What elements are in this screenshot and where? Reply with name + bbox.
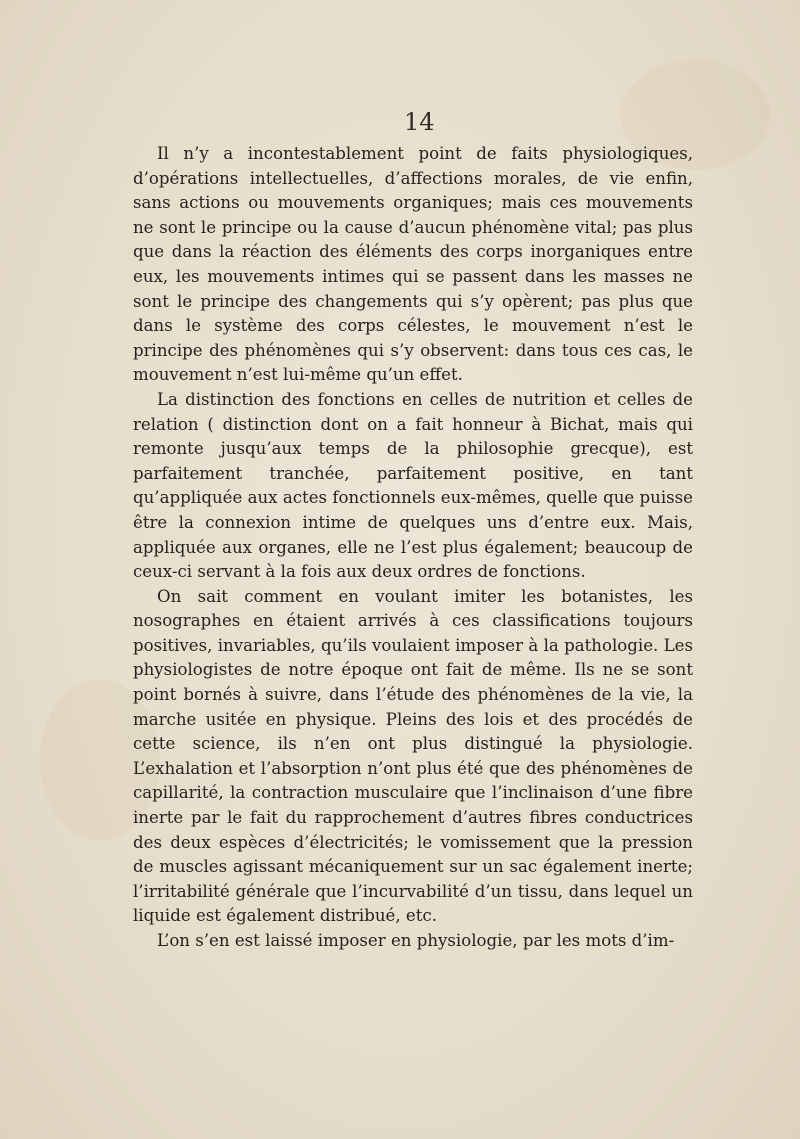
body-text xyxy=(133,142,693,954)
page-number: 14 xyxy=(404,108,435,136)
paragraph: On sait comment en voulant imiter les botanistes, les nosographes en étaient arrivés à ces classifications toujours positives, invariables, qu’ils voulaient imposer à la pathologie. Les physiologistes de notre époque ont fait de même. Ils ne se sont point bornés à suivre, dans l’étude des phénomènes de la vie, la marche usitée en physique. Pleins des lois et des procédés de cette science, ils n’en ont plus distingué la physiologie. L’exhalation et l’absorption n’ont plus été que des phénomènes de capillarité, la contraction musculaire que l’inclinaison d’une fibre inerte par le fait du rapprochement d’autres fibres conductrices des deux espèces d’électricités; le vomissement que la pression de muscles agissant mécaniquement sur un sac également inerte; l’irritabilité générale que l’incurvabilité d’un tissu, dans lequel un liquide est également distribué, etc. xyxy=(133,586,693,926)
paragraph: Il n’y a incontestablement point de faits physiologiques, d’opérations intellectuelles, d’affections morales, de vie enfin, sans actions ou mouvements organiques; mais ces mouvements ne sont le principe ou la cause d’aucun phénomène vital; pas plus que dans la réaction des éléments des corps inorganiques entre eux, les mouvements intimes qui se passent dans les masses ne sont le principe des changements qui s’y opèrent; pas plus que dans le système des corps célestes, le mouvement n’est le principe des phénomènes qui s’y observent: dans tous ces cas, le mouvement n’est lui-même qu’un effet. xyxy=(133,144,693,385)
paragraph: La distinction des fonctions en celles de nutrition et celles de relation ( distinction dont on a fait honneur à Bichat, mais qui remonte jusqu’aux temps de la philosophie grecque), est parfaitement tranchée, parfaitement positive, en tant qu’appliquée aux actes fonctionnels eux-mêmes, quelle que puisse être la connexion intime de quelques uns d’entre eux. Mais, appliquée aux organes, elle ne l’est plus également; beaucoup de ceux-ci servant à la fois aux deux ordres de fonctions. xyxy=(133,389,693,582)
paragraph: L’on s’en est laissé imposer en physiologie, par les mots d’im- xyxy=(157,931,675,950)
